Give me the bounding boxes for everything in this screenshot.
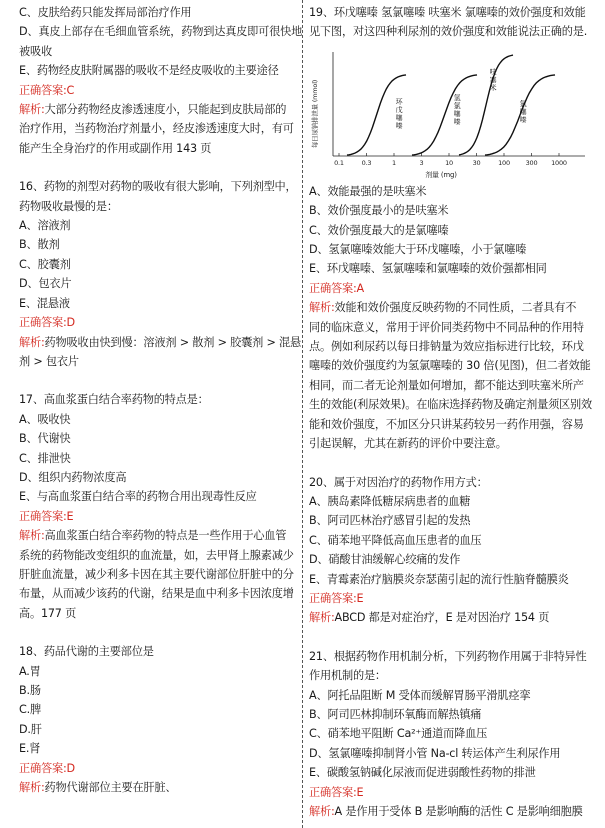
explanation-label: 解析:	[309, 301, 335, 315]
question-stem: 19、环戊噻嗪 氢氯噻嗪 呋塞米 氯噻嗪的效价强度和效能	[309, 6, 586, 19]
explanation-line: 相同，而二者无论剂量如何增加，都不能达到呋塞米所产	[309, 378, 584, 392]
series-label: 塞	[489, 75, 497, 84]
answer-label: 正确答案:	[309, 785, 357, 799]
answer-line	[19, 313, 298, 332]
x-tick-label: 0.3	[361, 158, 372, 167]
option-d: D、氢氯噻嗪效能大于环戊噻嗪，小于氯噻嗪	[309, 243, 527, 257]
explanation-line: 高。177 页	[19, 606, 77, 620]
explanation-line	[19, 778, 298, 797]
option-e: E、混悬液	[19, 296, 70, 310]
answer-value: D	[66, 761, 75, 775]
option-a: A、胰岛素降低糖尿病患者的血糖	[309, 494, 471, 508]
question-stem: 16、药物的剂型对药物的吸收有很大影响，下列剂型中，	[19, 180, 297, 194]
question-19	[309, 3, 595, 454]
option-b: B.肠	[19, 684, 41, 697]
y-axis-label: 每日尿钠排泄量 (mmol)	[311, 79, 319, 148]
left-column	[19, 3, 303, 797]
answer-line	[19, 759, 298, 778]
explanation-text: 高血浆蛋白结合率药物的特点是一些作用于心血管	[44, 529, 287, 543]
x-tick-label: 1000	[551, 158, 567, 167]
explanation-line: 能产生全身治疗的作用或副作用 143 页	[19, 141, 212, 155]
explanation-text: 效能和效价强度反映药物的不同性质，二者具有不	[334, 301, 577, 315]
explanation-text: A 是作用于受体 B 是影响酶的活性 C 是影响细胞膜	[334, 805, 583, 818]
series-label: 嗪	[453, 117, 461, 126]
option-d: D、氢氯噻嗪抑制肾小管 Na-cl 转运体产生利尿作用	[309, 746, 561, 760]
question-18	[19, 642, 298, 797]
answer-label: 正确答案:	[309, 591, 357, 605]
explanation-line: 剂 > 包衣片	[19, 354, 79, 368]
explanation-line: 同的临床意义，常用于评价同类药物中不同品种的作用特	[309, 320, 584, 334]
answer-line	[309, 589, 595, 608]
series-label: 噻	[519, 107, 527, 116]
question-16	[19, 177, 301, 371]
option-e: E、环戊噻嗪、氢氯噻嗪和氯噻嗪的效价强都相同	[309, 262, 547, 276]
option-b: B、阿司匹林抑制环氧酶而解热镇痛	[309, 707, 482, 721]
option-c: C、排泄快	[19, 451, 71, 465]
option-d: D、包衣片	[19, 277, 72, 291]
answer-line	[19, 81, 298, 100]
explanation-line: 引起误解，尤其在新药的评价中要注意。	[309, 437, 507, 451]
explanation-line	[19, 100, 298, 119]
answer-value: D	[66, 316, 75, 330]
answer-value: E	[66, 509, 74, 523]
option-b: B、散剂	[19, 238, 60, 252]
series-label: 戊	[395, 105, 403, 114]
series-label: 呋	[489, 67, 497, 76]
answer-line	[309, 279, 595, 298]
answer-value: E	[356, 785, 364, 799]
option-e: E、青霉素治疗脑膜炎奈瑟菌引起的流行性脑脊髓膜炎	[309, 572, 569, 586]
answer-label: 正确答案:	[19, 316, 67, 330]
explanation-line: 布量，从而减少该药的代谢，结果是血中利多卡因浓度增	[19, 587, 294, 601]
question-stem: 20、属于对因治疗的药物作用方式：	[309, 475, 488, 489]
answer-label: 正确答案:	[19, 761, 67, 775]
answer-label: 正确答案:	[19, 509, 67, 523]
question-stem: 17、高血浆蛋白结合率药物的特点是：	[19, 393, 209, 407]
x-tick-label: 10	[445, 158, 453, 167]
option-d: D.肝	[19, 722, 42, 736]
x-tick-label: 30	[472, 158, 481, 167]
question-20	[309, 473, 595, 628]
option-e: E、药物经皮肤附属器的吸收不是经皮吸收的主要途径	[19, 64, 279, 78]
option-b: B、效价强度最小的是呋塞米	[309, 204, 449, 218]
right-column	[309, 3, 595, 821]
answer-value: E	[356, 591, 364, 605]
answer-label: 正确答案:	[309, 281, 357, 295]
answer-value: A	[356, 281, 364, 295]
question-17	[19, 390, 298, 623]
x-tick-label: 300	[525, 158, 538, 167]
option-d: D、组织内药物浓度高	[19, 470, 127, 484]
x-tick-label: 3	[419, 158, 424, 167]
series-curve	[412, 75, 477, 155]
series-label: 氢	[453, 93, 461, 102]
explanation-line: 噻嗪的效价强度约为氢氯噻嗪的 30 倍(见图)，但二者效能	[309, 359, 591, 373]
option-a: A.胃	[19, 664, 41, 678]
explanation-label: 解析:	[19, 103, 45, 117]
series-label: 嗪	[519, 115, 527, 124]
option-d-cont: 被吸收	[19, 44, 52, 58]
answer-line	[19, 507, 298, 526]
x-tick-label: 1	[392, 158, 396, 167]
option-e: E、与高血浆蛋白结合率的药物合用出现毒性反应	[19, 490, 257, 504]
answer-line	[309, 783, 595, 802]
series-label: 环	[395, 97, 403, 106]
x-tick-label: 0.1	[334, 158, 344, 167]
explanation-line: 生的效能(利尿效果)。在临床选择药物及确定剂量须区别效	[309, 398, 593, 412]
series-label: 噻	[453, 109, 461, 118]
explanation-label: 解析:	[19, 335, 45, 349]
question-stem: 药物吸收最慢的是：	[19, 199, 118, 213]
explanation-line: 系统的药物能改变组织的血流量，如，去甲肾上腺素减少	[19, 548, 294, 562]
option-c: C.脾	[19, 703, 41, 717]
series-curve	[459, 55, 513, 155]
option-d: D、硝酸甘油缓解心绞痛的发作	[309, 553, 461, 567]
option-e: E、碳酸氢钠碱化尿液而促进弱酸性药物的排泄	[309, 766, 536, 780]
option-a: A、溶液剂	[19, 219, 71, 233]
series-label: 氯	[519, 99, 527, 108]
series-label: 嗪	[395, 121, 403, 130]
option-a: A、效能最强的是呋塞米	[309, 184, 427, 198]
series-label: 氯	[453, 101, 461, 110]
explanation-line	[309, 298, 595, 317]
series-label: 米	[489, 83, 497, 92]
option-b: B、阿司匹林治疗感冒引起的发热	[309, 514, 471, 528]
option-d: D、真皮上部存在毛细血管系统，药物到达真皮即可很快地	[19, 25, 303, 39]
explanation-text: ABCD 都是对症治疗，E 是对因治疗 154 页	[334, 611, 550, 625]
explanation-label: 解析:	[309, 805, 335, 818]
explanation-text: 大部分药物经皮渗透速度小，只能起到皮肤局部的	[44, 103, 287, 117]
answer-label: 正确答案:	[19, 83, 67, 97]
explanation-text: 药物吸收由快到慢：溶液剂 > 散剂 > 胶囊剂 > 混悬	[44, 335, 301, 349]
explanation-text: 药物代谢部位主要在肝脏、	[44, 781, 177, 795]
column-divider	[302, 0, 303, 828]
option-a: A、吸收快	[19, 412, 71, 426]
chart-svg	[309, 44, 595, 179]
option-b: B、代谢快	[19, 432, 71, 446]
question-stem: 见下图，对这四种利尿剂的效价强度和效能说法正确的是.	[309, 25, 588, 39]
explanation-line: 点。例如利尿药以每日排钠量为效应指标进行比较，环戊	[309, 340, 584, 354]
explanation-line	[19, 526, 298, 545]
option-c: C、效价强度最大的是氯噻嗪	[309, 223, 449, 237]
question-stem: 18、药品代谢的主要部位是	[19, 645, 154, 659]
option-a: A、阿托品阻断 M 受体而缓解胃肠平滑肌痉挛	[309, 688, 531, 702]
series-label: 噻	[395, 113, 403, 122]
x-axis-label: 剂量 (mg)	[425, 170, 457, 179]
explanation-line: 能和效价强度，不加区分只讲某药较另一药作用强，容易	[309, 417, 584, 431]
x-tick-label: 100	[498, 158, 510, 167]
explanation-line	[19, 333, 301, 352]
question-stem: 作用机制的是：	[309, 669, 386, 683]
question-stem: 21、根据药物作用机制分析，下列药物作用属于非特异性	[309, 649, 587, 663]
explanation-line	[309, 608, 595, 627]
option-c: C、皮肤给药只能发挥局部治疗作用	[19, 6, 192, 19]
option-c: C、硝苯地平阻断 Ca²⁺通道而降血压	[309, 727, 488, 741]
explanation-line	[309, 802, 595, 821]
explanation-label: 解析:	[19, 529, 45, 543]
explanation-label: 解析:	[19, 781, 45, 795]
explanation-line: 治疗作用，当药物治疗剂量小，经皮渗透速度大时，有可	[19, 122, 294, 136]
option-c: C、硝苯地平降低高血压患者的血压	[309, 533, 482, 547]
explanation-line: 肝脏血流量，减少利多卡因在其主要代谢部位肝脏中的分	[19, 567, 294, 581]
question-15-tail	[19, 3, 303, 158]
option-e: E.肾	[19, 742, 41, 756]
answer-value: C	[66, 83, 75, 97]
option-c: C、胶囊剂	[19, 257, 71, 271]
explanation-label: 解析:	[309, 611, 335, 625]
dose-response-chart	[309, 44, 595, 179]
question-21	[309, 647, 595, 822]
